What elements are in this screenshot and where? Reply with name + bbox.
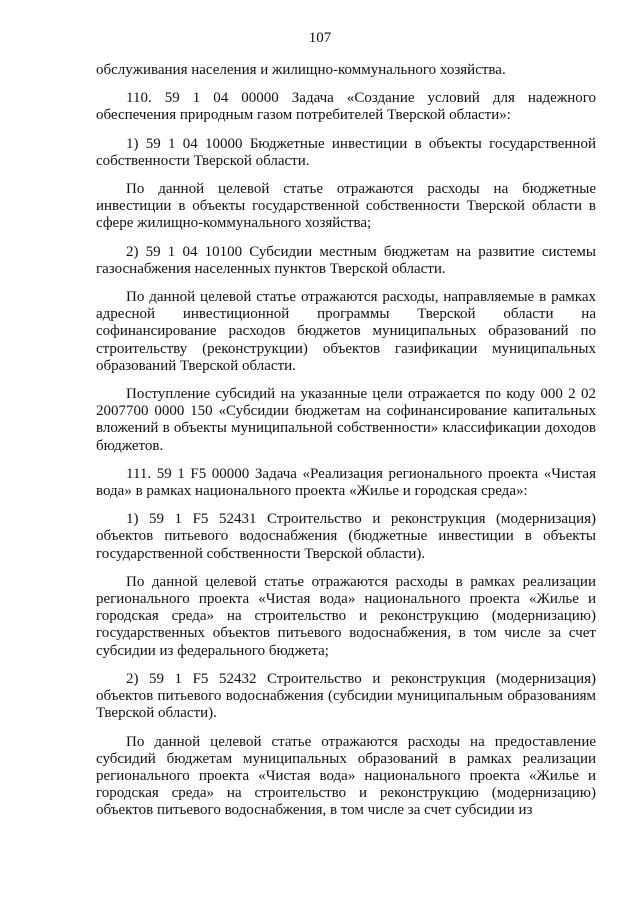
paragraph-item-59-1-f5-52431: 1) 59 1 F5 52431 Строительство и реконструкция (модернизация) объектов питьевого водоснабжения (бюджетные инвестиции в объекты государственной собственности Тверской области). — [96, 511, 596, 562]
paragraph-task-110: 110. 59 1 04 00000 Задача «Создание условий для надежного обеспечения природным газом потребителей Тверской области»: — [96, 90, 596, 124]
paragraph-item-59-1-04-10000: 1) 59 1 04 10000 Бюджетные инвестиции в объекты государственной собственности Тверской области. — [96, 135, 596, 169]
page-number: 107 — [308, 30, 332, 46]
paragraph-income-code: Поступление субсидий на указанные цели отражается по коду 000 2 02 2007700 0000 150 «Субсидии бюджетам на софинансирование капитальных вложений в объекты муниципальной собственности» классификации доходов бюджетов. — [96, 386, 596, 454]
paragraph-description: По данной целевой статье отражаются расходы, направляемые в рамках адресной инвестиционной программы Тверской области на софинансирование расходов бюджетов муниципальных образований по строительству (реконструкции) объектов газификации муниципальных образований Тверской области. — [96, 289, 596, 374]
paragraph-description: По данной целевой статье отражаются расходы на предоставление субсидий бюджетам муниципальных образований в рамках реализации регионального проекта «Чистая вода» национального проекта «Жилье и городская среда» на строительство и реконструкцию (модернизацию) объектов питьевого водоснабжения, в том числе за счет субсидии из — [96, 733, 596, 819]
paragraph-description: По данной целевой статье отражаются расходы в рамках реализации регионального проекта «Чистая вода» национального проекта «Жилье и городская среда» на строительство и реконструкцию (модернизацию) государственных объектов питьевого водоснабжения, в том числе за счет субсидии из федерального бюджета; — [96, 573, 596, 659]
paragraph-item-59-1-04-10100: 2) 59 1 04 10100 Субсидии местным бюджетам на развитие системы газоснабжения населенных пунктов Тверской области. — [96, 243, 596, 277]
document-body — [96, 62, 596, 831]
paragraph-description: По данной целевой статье отражаются расходы на бюджетные инвестиции в объекты государственной собственности Тверской области в сфере жилищно-коммунального хозяйства; — [96, 181, 596, 232]
paragraph-task-111: 111. 59 1 F5 00000 Задача «Реализация регионального проекта «Чистая вода» в рамках национального проекта «Жилье и городская среда»: — [96, 465, 596, 500]
paragraph-item-59-1-f5-52432: 2) 59 1 F5 52432 Строительство и реконструкция (модернизация) объектов питьевого водоснабжения (субсидии муниципальным образованиям Тверской области). — [96, 670, 596, 722]
paragraph-continuation: обслуживания населения и жилищно-коммунального хозяйства. — [96, 62, 506, 78]
